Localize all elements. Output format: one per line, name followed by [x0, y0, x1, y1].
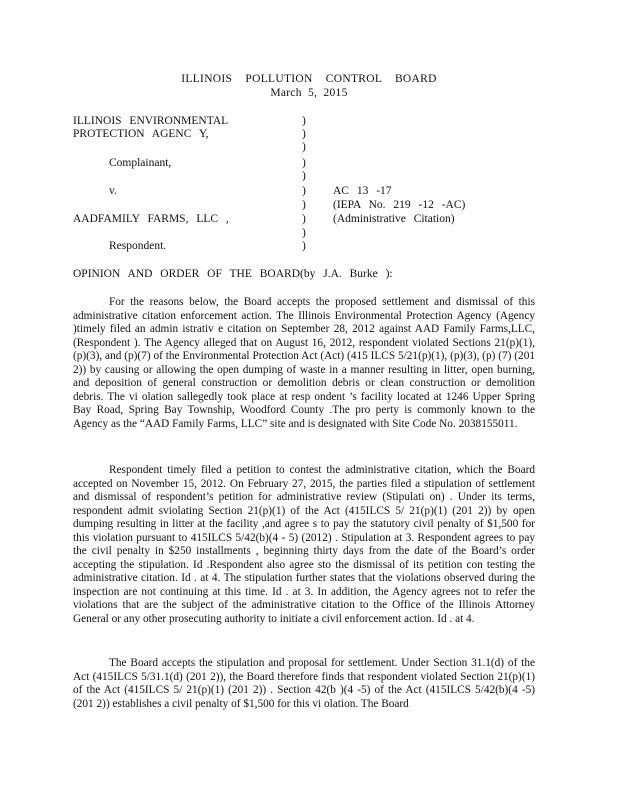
caption-paren: ) [302, 157, 306, 169]
caption-paren: ) [302, 185, 306, 197]
complainant-name-line2: PROTECTION AGENC Y, [73, 128, 209, 140]
case-type: (Administrative Citation) [333, 213, 455, 225]
complainant-role: Complainant, [109, 157, 172, 169]
caption-paren: ) [302, 128, 306, 140]
order-date: March 5, 2015 [270, 87, 348, 99]
body-paragraph: The Board accepts the stipulation and proposal for settlement. Under Section 31.1(d) of the Act (415ILCS 5/31.1(d) (201 2)), the Board therefore finds that respondent violated Section 21(p)(1) of the Act (415ILCS 5/ 21(p)(1) (201 2)) . Section 42(b )(4 -5) of the Act (415ILCS 5/42(b)(4 -5) (201 2)) establishes a civil penalty of $1,500 for this vi olation. The Board [73, 657, 535, 710]
respondent-name: AADFAMILY FARMS, LLC , [73, 213, 229, 225]
body-paragraph: For the reasons below, the Board accepts the proposed settlement and dismissal of this administrative citation enforcement action. The Illinois Environmental Protection Agency (Agency )timely filed an admin istrativ e citation on September 28, 2012 against AAD Family Farms,LLC, (Respondent ). The Agency alleged that on August 16, 2012, respondent violated Sections 21(p)(1), (p)(3), and (p)(7) of the Environmental Protection Act (Act) (415 ILCS 5/21(p)(1), (p)(3), (p) (7) (201 2)) by causing or allowing the open dumping of waste in a manner resulting in litter, open burning, and deposition of general construction or demolition debris or clean construction or demolition debris. The vi olation sallegedly took place at resp ondent ’s facility located at 1246 Upper Spring Bay Road, Spring Bay Township, Woodford County .The pro perty is commonly known to the Agency as the “AAD Family Farms, LLC” site and is designated with Site Code No. 2038155011. [73, 296, 535, 430]
caption-paren: ) [302, 199, 306, 211]
caption-paren: ) [302, 227, 306, 239]
caption-paren: ) [302, 240, 306, 252]
caption-paren: ) [302, 115, 306, 127]
case-number: AC 13 -17 [333, 185, 392, 197]
board-title: ILLINOIS POLLUTION CONTROL BOARD [181, 73, 437, 85]
complainant-name-line1: ILLINOIS ENVIRONMENTAL [73, 115, 229, 127]
caption-paren: ) [302, 141, 306, 153]
iepa-number: (IEPA No. 219 -12 -AC) [333, 199, 466, 211]
caption-paren: ) [302, 170, 306, 182]
versus-label: v. [109, 185, 117, 197]
body-paragraph: Respondent timely filed a petition to contest the administrative citation, which the Board accepted on November 15, 2012. On February 27, 2015, the parties filed a stipulation of settlement and dismissal of respondent’s petition for administrative review (Stipulati on) . Under its terms, respondent admit sviolating Section 21(p)(1) of the Act (415ILCS 5/ 21(p)(1) (201 2)) by open dumping resulting in litter at the facility ,and agree s to pay the statutory civil penalty of $1,500 for this violation pursuant to 415ILCS 5/42(b)(4 - 5) (2012) . Stipulation at 3. Respondent agrees to pay the civil penalty in $250 installments , beginning thirty days from the date of the Board’s order accepting the stipulation. Id .Respondent also agree sto the dismissal of its petition con testing the administrative citation. Id . at 4. The stipulation further states that the violations observed during the inspection are not continuing at this time. Id . at 3. In addition, the Agency agrees not to refer the violations that are the subject of the administrative citation to the Office of the Illinois Attorney General or any other prosecuting authority to initiate a civil enforcement action. Id . at 4. [73, 464, 535, 625]
opinion-heading: OPINION AND ORDER OF THE BOARD(by J.A. Burke ): [73, 268, 393, 280]
respondent-role: Respondent. [109, 240, 167, 252]
caption-paren: ) [302, 213, 306, 225]
